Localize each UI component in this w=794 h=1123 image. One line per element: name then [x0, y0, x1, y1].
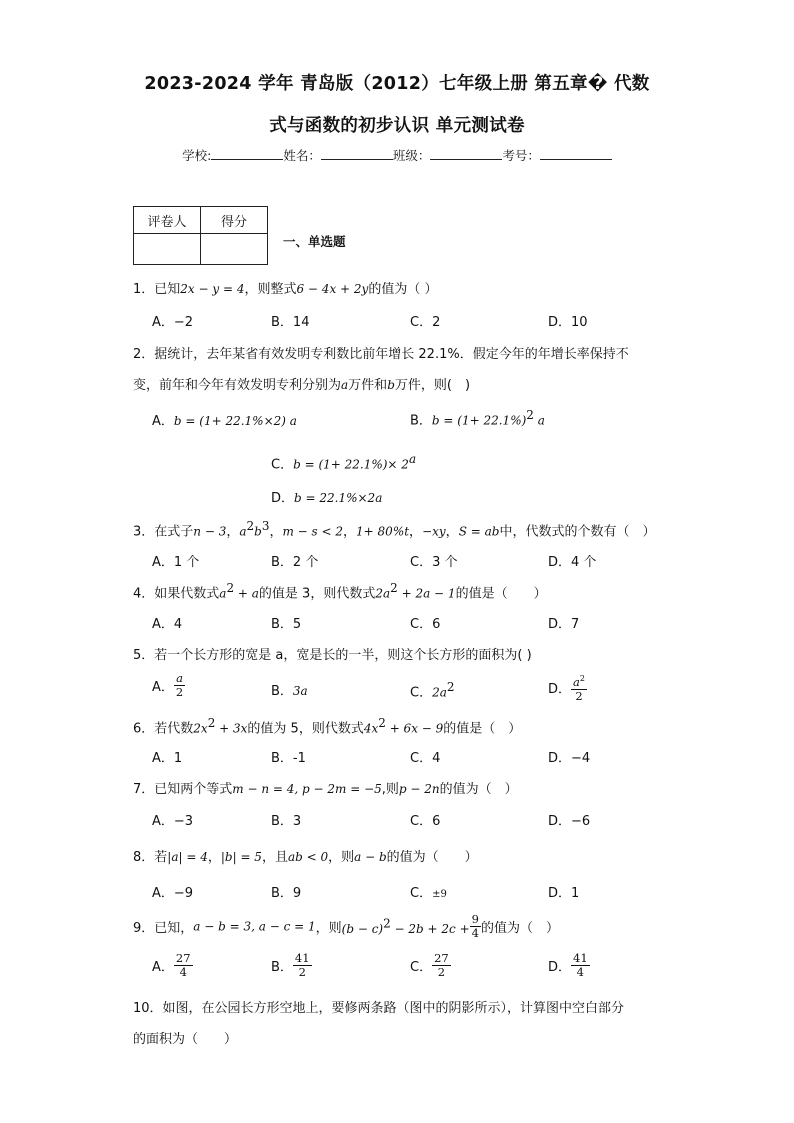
q1-expr-2: 6 − 4x + 2y	[296, 282, 369, 296]
q7-option-d[interactable]: D．−6	[548, 814, 591, 829]
q5-d-label: D．	[548, 681, 572, 697]
q1-option-b[interactable]: B．14	[271, 315, 310, 330]
q9-b-den: 2	[298, 965, 306, 979]
q5-b-label: B．	[271, 684, 293, 699]
q5-d-den: 2	[575, 688, 583, 703]
q1-option-d[interactable]: D．10	[548, 315, 588, 330]
q3-expr-2-base: a	[239, 524, 247, 539]
name-blank[interactable]	[321, 147, 393, 160]
q4-mid: 的值是 3，则代数式	[258, 586, 376, 602]
q4-expr-2-base: 2a	[375, 586, 391, 601]
q5-option-c[interactable]	[410, 680, 455, 700]
score-cell[interactable]	[201, 234, 268, 265]
q2-var-a: a	[341, 378, 349, 392]
q3-expr-5: −xy	[422, 524, 446, 539]
q9-b-num: 41	[294, 951, 310, 965]
q7-expr-2: p − 2n	[398, 782, 440, 796]
school-blank[interactable]	[211, 147, 283, 160]
q5-d-num: a	[573, 674, 580, 689]
q6-prefix: 6．若代数	[133, 721, 194, 737]
q4-expr-2-tail: + 2a − 1	[397, 586, 456, 601]
q3-expr-3: m − s < 2	[282, 524, 344, 539]
q2-b-label: B．	[410, 413, 432, 429]
q9-a-fraction	[174, 952, 193, 979]
q7-suffix: 的值为（ ）	[439, 782, 518, 797]
q5-option-a[interactable]	[152, 672, 185, 699]
q3-sep-2: ，	[269, 524, 283, 540]
q7-prefix: 7．已知两个等式	[133, 782, 233, 797]
q9-c-den: 2	[437, 965, 446, 979]
q6-suffix: 的值是（ ）	[443, 721, 522, 737]
q3-expr-2-mid: b	[254, 524, 262, 539]
q6-option-d[interactable]: D．−4	[548, 751, 591, 766]
q9-fraction	[470, 913, 481, 940]
q4-expr-1-base: a	[219, 586, 227, 601]
q5-b-expr: 3a	[292, 684, 308, 698]
q3-sep-1: ，	[226, 524, 240, 540]
q4-option-b[interactable]: B．5	[271, 617, 302, 632]
q9-c-num: 27	[434, 951, 449, 965]
q2-option-d[interactable]	[271, 487, 382, 506]
q9-frac-num: 9	[471, 912, 479, 926]
question-3	[133, 519, 655, 539]
q3-expr-4: 1+ 80%t	[356, 524, 410, 539]
q2-c-expr: b = (1+ 22.1%)× 2	[293, 457, 409, 472]
q6-expr-1-tail: + 3x	[215, 721, 248, 736]
question-4	[133, 581, 547, 601]
q9-d-den: 4	[576, 965, 584, 979]
q3-expr-2-sup2: 3	[261, 519, 270, 533]
q6-expr-2-base: 4x	[363, 721, 379, 736]
q2-b-sup: 2	[526, 408, 534, 422]
q7-option-c[interactable]: C．6	[410, 814, 441, 829]
q2-line2-mid: 万件和	[348, 378, 388, 393]
q3-sep-5: ，	[445, 524, 459, 540]
exam-title-line-1: 2023-2024 学年 青岛版（2012）七年级上册 第五章� 代数	[144, 74, 650, 94]
question-10-line-2: 的面积为（ ）	[133, 1032, 238, 1047]
name-label: 姓名：	[283, 148, 321, 163]
q5-d-fraction	[571, 672, 587, 703]
q2-c-sup: a	[408, 452, 417, 466]
score-table	[133, 206, 268, 265]
q3-sep-4: ，	[409, 524, 423, 540]
q8-option-d[interactable]: D．1	[548, 886, 580, 901]
q2-d-label: D．	[271, 491, 295, 506]
q4-option-c[interactable]: C．6	[410, 617, 441, 632]
q9-a-den: 4	[179, 965, 187, 979]
q3-option-c[interactable]: C．3 个	[410, 555, 458, 570]
q5-a-label: A．	[152, 680, 174, 695]
q8-expr-2: |b| = 5	[220, 850, 262, 864]
q9-option-d[interactable]	[548, 952, 590, 979]
exam-number-blank[interactable]	[540, 147, 612, 160]
q5-option-d[interactable]	[548, 672, 587, 703]
q9-d-num: 41	[573, 951, 588, 965]
q4-option-a[interactable]: A．4	[152, 617, 183, 632]
q9-option-b[interactable]	[271, 952, 312, 979]
q4-suffix: 的值是（ ）	[455, 586, 547, 602]
q2-b-expr: b = (1+ 22.1%)	[431, 413, 527, 428]
q8-sep: ，	[207, 850, 221, 865]
q9-b-fraction	[293, 952, 312, 979]
q1-option-a[interactable]: A．−2	[152, 315, 194, 330]
q3-expr-1: n − 3	[193, 524, 227, 539]
q5-a-fraction	[174, 672, 185, 699]
q8-option-b[interactable]: B．9	[271, 886, 302, 901]
q1-suffix: 的值为（ ）	[368, 282, 438, 297]
q3-option-b[interactable]: B．2 个	[271, 555, 319, 570]
school-label: 学校:	[182, 148, 212, 163]
q3-option-d[interactable]: D．4 个	[548, 555, 597, 570]
q9-b-label: B．	[271, 960, 293, 975]
q4-expr-1-sup: 2	[226, 581, 235, 595]
q2-option-b[interactable]	[410, 408, 545, 428]
q6-expr-1-sup: 2	[207, 716, 216, 730]
q6-mid: 的值为 5，则代数式	[247, 721, 364, 737]
q2-c-label: C．	[271, 457, 294, 473]
q1-expr-1: 2x − y = 4	[180, 282, 245, 296]
exam-title-line-2: 式与函数的初步认识 单元测试卷	[269, 116, 525, 136]
q5-option-b[interactable]	[271, 680, 308, 699]
q2-d-expr: b = 22.1%×2a	[294, 491, 383, 505]
q2-line2-prefix: 变，前年和今年有效发明专利分别为	[133, 378, 342, 393]
q5-a-num: a	[176, 671, 183, 685]
q9-expr-2-sup: 2	[383, 916, 391, 931]
q2-option-a[interactable]	[152, 410, 297, 429]
q3-expr-2-sup1: 2	[246, 519, 255, 533]
q9-prefix: 9．已知，	[133, 921, 194, 936]
q3-prefix: 3．在式子	[133, 524, 194, 540]
q6-option-c[interactable]: C．4	[410, 751, 441, 766]
q6-expr-2-sup: 2	[378, 716, 386, 730]
q3-option-a[interactable]: A．1 个	[152, 555, 200, 570]
q3-expr-6: S = ab	[458, 524, 500, 539]
q8-option-c[interactable]	[410, 882, 447, 901]
question-2-line-1: 2．据统计，去年某省有效发明专利数比前年增长 22.1%．假定今年的年增长率保持不	[133, 347, 629, 362]
q7-expr-1: m − n = 4, p − 2m = −5	[232, 782, 382, 796]
q5-d-num-sup: 2	[579, 674, 585, 683]
q8-mid: ，且	[261, 850, 288, 865]
q9-frac-den: 4	[471, 926, 479, 940]
reviewer-cell[interactable]	[134, 234, 201, 265]
q9-a-num: 27	[175, 951, 191, 965]
q4-expr-2-sup: 2	[390, 581, 398, 595]
q1-mid: ，则整式	[244, 282, 297, 297]
q2-var-b: b	[387, 378, 395, 392]
class-blank[interactable]	[430, 147, 502, 160]
q8-expr-1: |a| = 4	[167, 850, 208, 864]
section-heading: 一、单选题	[283, 234, 346, 249]
q9-c-fraction	[432, 952, 451, 979]
q7-option-b[interactable]: B．3	[271, 814, 302, 829]
q2-a-expr: b = (1+ 22.1%×2) a	[173, 414, 297, 428]
q8-prefix: 8．若	[133, 850, 168, 865]
q9-a-label: A．	[152, 960, 174, 975]
q9-expr-1: a − b = 3, a − c = 1	[193, 919, 316, 934]
score-header: 得分	[201, 207, 268, 234]
q6-option-a[interactable]: A．1	[152, 751, 183, 766]
q8-c-expr: ±9	[432, 889, 447, 900]
question-10-line-1: 10．如图，在公园长方形空地上，要修两条路（图中的阴影所示），计算图中空白部分	[133, 1001, 625, 1016]
question-9	[133, 913, 559, 940]
q9-expr-2-tail: − 2b + 2c +	[390, 921, 470, 936]
q9-mid: ，则	[315, 921, 342, 936]
exam-number-label: 考号：	[502, 148, 540, 163]
q8-expr-4: a − b	[354, 850, 387, 864]
q3-sep-3: ，	[343, 524, 357, 540]
q6-expr-2-tail: + 6x − 9	[385, 721, 444, 736]
question-1	[133, 278, 437, 297]
q6-expr-1-base: 2x	[193, 721, 208, 736]
student-info-line	[0, 146, 794, 164]
q8-mid-2: ，则	[328, 850, 355, 865]
q2-b-tail: a	[533, 413, 545, 428]
q7-mid: ,则	[381, 782, 399, 797]
q9-c-label: C．	[410, 960, 433, 975]
q2-line2-suffix: 万件，则( )	[394, 378, 471, 393]
class-label: 班级：	[392, 148, 431, 163]
q1-option-c[interactable]: C．2	[410, 315, 441, 330]
q9-expr-2	[341, 916, 470, 937]
q5-c-sup: 2	[446, 680, 455, 694]
question-2-line-2	[133, 374, 470, 393]
q4-expr-1-tail: + a	[234, 586, 259, 601]
q9-expr-2-main: (b − c)	[341, 921, 384, 936]
q9-option-c[interactable]	[410, 952, 451, 979]
q2-a-label: A．	[152, 414, 174, 429]
q9-d-fraction	[571, 952, 590, 979]
q9-option-a[interactable]	[152, 952, 193, 979]
q4-prefix: 4．如果代数式	[133, 586, 220, 602]
q5-a-den: 2	[175, 685, 184, 699]
question-8	[133, 846, 478, 865]
q9-suffix: 的值为（ ）	[480, 921, 559, 936]
question-7	[133, 778, 518, 797]
q8-c-label: C．	[410, 886, 433, 901]
reviewer-header: 评卷人	[134, 207, 201, 234]
question-6	[133, 716, 521, 736]
q3-suffix: 中，代数式的个数有（ ）	[499, 524, 656, 540]
q6-option-b[interactable]: B．-1	[271, 751, 306, 766]
q4-option-d[interactable]: D．7	[548, 617, 580, 632]
q7-option-a[interactable]: A．−3	[152, 814, 194, 829]
q2-option-c[interactable]	[271, 452, 416, 472]
question-5: 5．若一个长方形的宽是 a，宽是长的一半，则这个长方形的面积为( )	[133, 648, 532, 663]
q1-prefix: 1．已知	[133, 282, 181, 297]
q9-d-label: D．	[548, 960, 572, 975]
q5-c-label: C．	[410, 685, 433, 701]
q8-suffix: 的值为（ ）	[386, 850, 478, 865]
q8-option-a[interactable]: A．−9	[152, 886, 194, 901]
q5-c-base: 2a	[432, 685, 447, 700]
q8-expr-3: ab < 0	[287, 850, 329, 864]
